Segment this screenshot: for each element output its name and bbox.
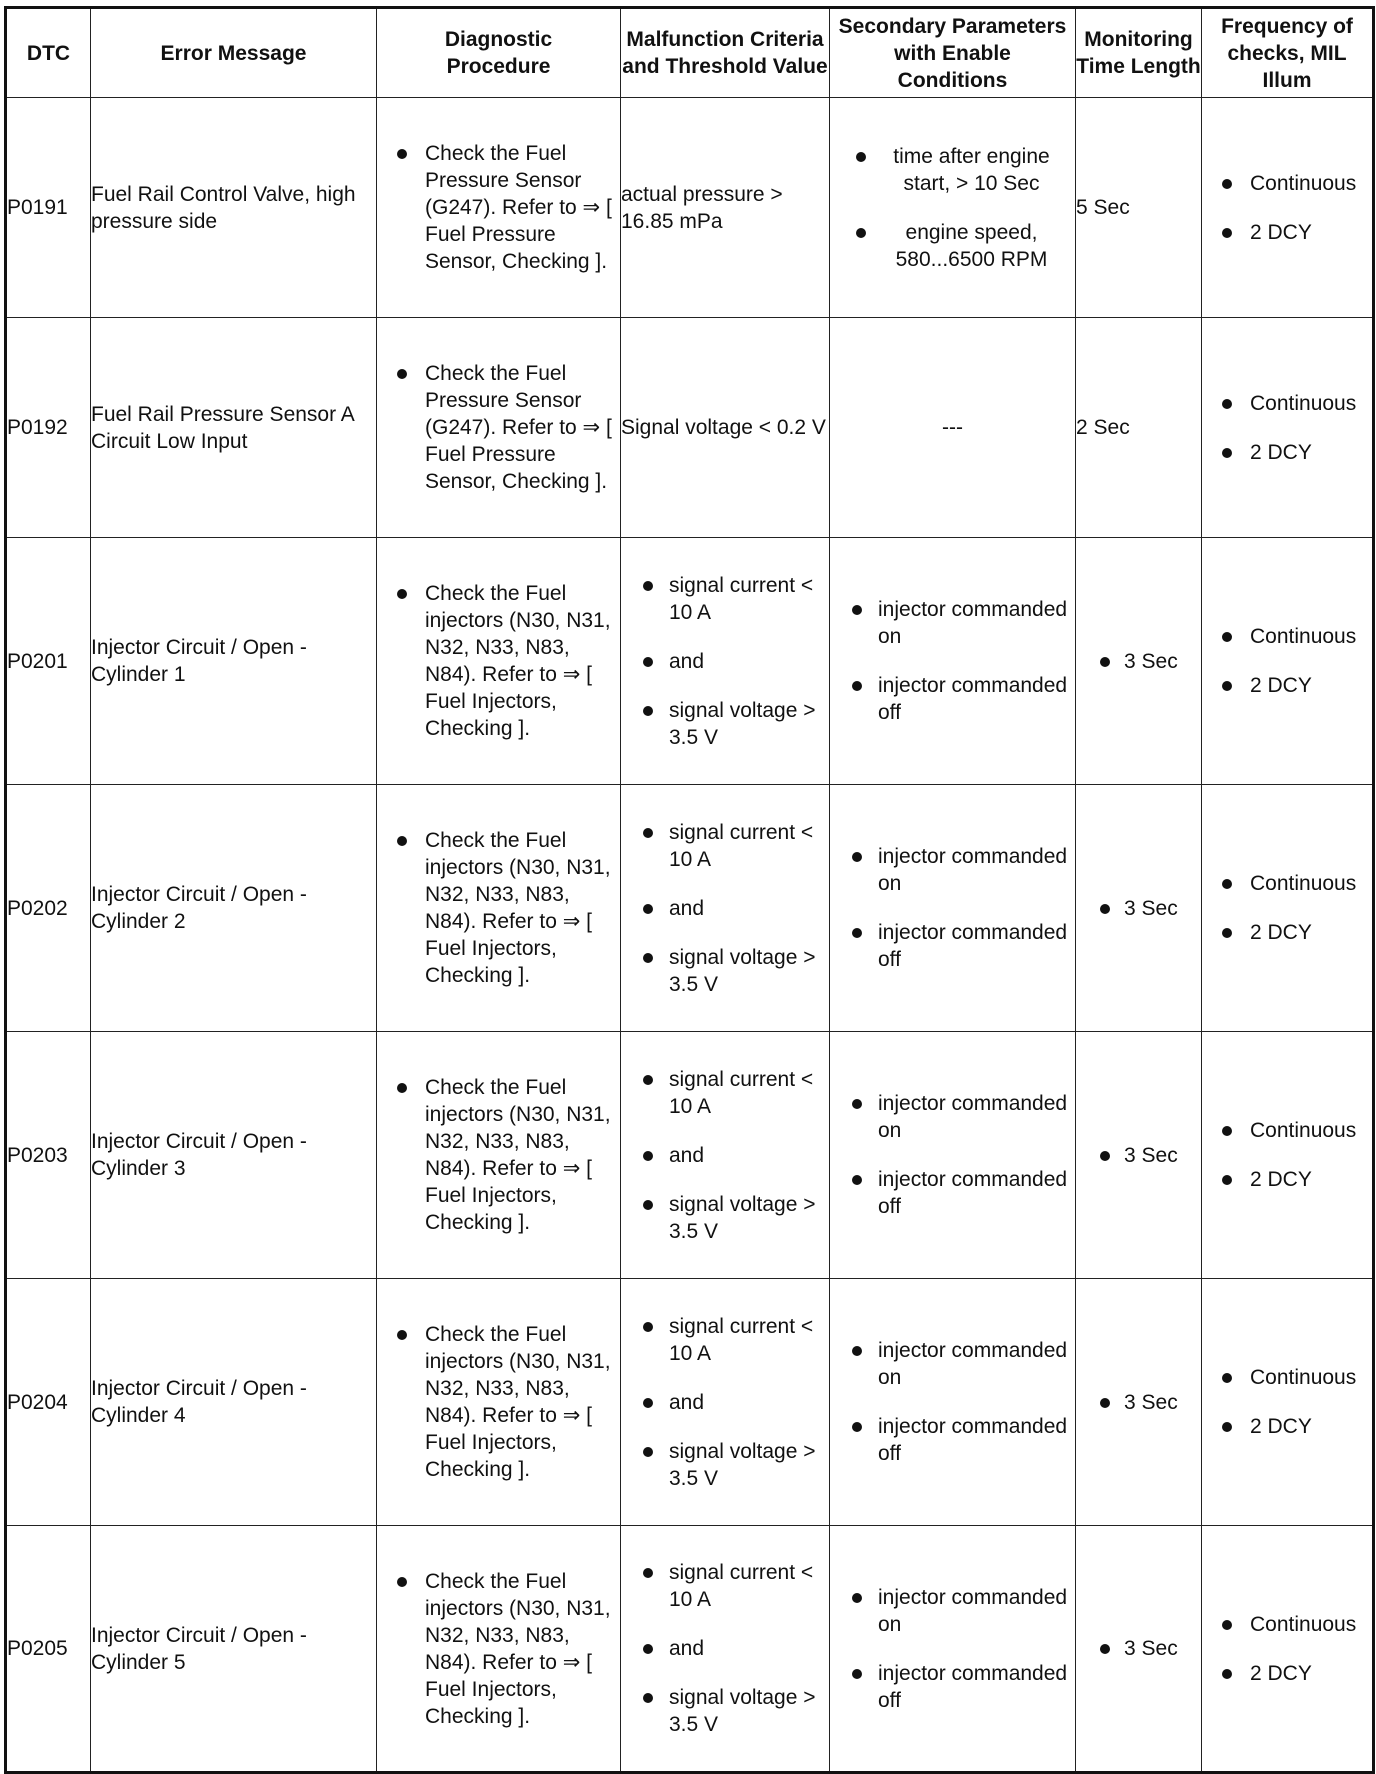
error-message: Injector Circuit / Open - Cylinder 1 (91, 538, 377, 785)
monitoring-item: 3 Sec (1076, 895, 1201, 922)
diagnostic-procedure (377, 1279, 621, 1526)
header-malfunction-criteria: Malfunction Criteria and Threshold Value (621, 8, 830, 98)
secondary-item: injector commanded off (830, 672, 1075, 726)
monitoring-time (1076, 1526, 1202, 1773)
frequency (1202, 538, 1374, 785)
monitoring-time: 5 Sec (1076, 98, 1202, 318)
header-error-message: Error Message (91, 8, 377, 98)
procedure-text: Check the Fuel injectors (N30, N31, N32, N33, N83, N84). Refer to ⇒ [ Fuel Injectors, Checking ]. (377, 827, 620, 989)
secondary-item: injector commanded on (830, 843, 1075, 897)
dtc-code: P0202 (6, 785, 91, 1032)
dtc-code: P0205 (6, 1526, 91, 1773)
diagnostic-procedure (377, 1526, 621, 1773)
secondary-parameters (830, 1279, 1076, 1526)
secondary-parameters: --- (830, 318, 1076, 538)
frequency (1202, 98, 1374, 318)
header-diagnostic-procedure: Diagnostic Procedure (377, 8, 621, 98)
procedure-text: Check the Fuel injectors (N30, N31, N32, N33, N83, N84). Refer to ⇒ [ Fuel Injectors, Checking ]. (377, 1074, 620, 1236)
malfunction-item: signal current < 10 A (621, 1313, 829, 1367)
malfunction-item: signal voltage > 3.5 V (621, 1191, 829, 1245)
frequency-item: Continuous (1202, 1117, 1372, 1144)
frequency-item: Continuous (1202, 1364, 1372, 1391)
monitoring-item: 3 Sec (1076, 648, 1201, 675)
error-message: Fuel Rail Control Valve, high pressure side (91, 98, 377, 318)
dtc-table (4, 6, 1375, 1774)
monitoring-item: 3 Sec (1076, 1389, 1201, 1416)
secondary-parameters (830, 538, 1076, 785)
secondary-parameters (830, 98, 1076, 318)
secondary-item: injector commanded off (830, 1413, 1075, 1467)
monitoring-time (1076, 1032, 1202, 1279)
malfunction-item: and (621, 1635, 829, 1662)
monitoring-time (1076, 538, 1202, 785)
procedure-text: Check the Fuel Pressure Sensor (G247). Refer to ⇒ [ Fuel Pressure Sensor, Checking ]. (377, 360, 620, 495)
table-row (6, 785, 1374, 1032)
diagnostic-procedure (377, 785, 621, 1032)
secondary-item: injector commanded on (830, 1090, 1075, 1144)
malfunction-item: signal current < 10 A (621, 1559, 829, 1613)
dtc-code: P0204 (6, 1279, 91, 1526)
secondary-item: injector commanded off (830, 919, 1075, 973)
frequency-item: 2 DCY (1202, 1660, 1372, 1687)
monitoring-time (1076, 1279, 1202, 1526)
malfunction-criteria (621, 1279, 830, 1526)
malfunction-item: and (621, 648, 829, 675)
frequency-item: 2 DCY (1202, 919, 1372, 946)
header-monitoring-time: Monitoring Time Length (1076, 8, 1202, 98)
malfunction-item: signal current < 10 A (621, 1066, 829, 1120)
monitoring-item: 3 Sec (1076, 1142, 1201, 1169)
frequency-item: Continuous (1202, 623, 1372, 650)
header-row (6, 8, 1374, 98)
malfunction-criteria (621, 1526, 830, 1773)
malfunction-item: signal current < 10 A (621, 572, 829, 626)
malfunction-item: and (621, 1142, 829, 1169)
frequency-item: 2 DCY (1202, 672, 1372, 699)
table-row (6, 98, 1374, 318)
frequency-item: 2 DCY (1202, 219, 1372, 246)
malfunction-item: and (621, 1389, 829, 1416)
header-dtc: DTC (6, 8, 91, 98)
secondary-item: engine speed, 580...6500 RPM (830, 219, 1075, 273)
procedure-text: Check the Fuel injectors (N30, N31, N32, N33, N83, N84). Refer to ⇒ [ Fuel Injectors, Checking ]. (377, 1568, 620, 1730)
procedure-text: Check the Fuel Pressure Sensor (G247). Refer to ⇒ [ Fuel Pressure Sensor, Checking ]. (377, 140, 620, 275)
frequency-item: 2 DCY (1202, 439, 1372, 466)
diagnostic-procedure (377, 98, 621, 318)
malfunction-criteria (621, 538, 830, 785)
error-message: Injector Circuit / Open - Cylinder 4 (91, 1279, 377, 1526)
frequency (1202, 785, 1374, 1032)
frequency-item: Continuous (1202, 390, 1372, 417)
error-message: Fuel Rail Pressure Sensor A Circuit Low Input (91, 318, 377, 538)
monitoring-item: 3 Sec (1076, 1635, 1201, 1662)
malfunction-criteria (621, 1032, 830, 1279)
frequency (1202, 1279, 1374, 1526)
frequency-item: Continuous (1202, 870, 1372, 897)
table-row (6, 538, 1374, 785)
secondary-parameters (830, 1032, 1076, 1279)
diagnostic-procedure (377, 318, 621, 538)
table-row (6, 1526, 1374, 1773)
malfunction-criteria: actual pressure > 16.85 mPa (621, 98, 830, 318)
secondary-item: time after engine start, > 10 Sec (830, 143, 1075, 197)
procedure-text: Check the Fuel injectors (N30, N31, N32, N33, N83, N84). Refer to ⇒ [ Fuel Injectors, Checking ]. (377, 580, 620, 742)
monitoring-time (1076, 785, 1202, 1032)
malfunction-item: signal voltage > 3.5 V (621, 697, 829, 751)
frequency-item: 2 DCY (1202, 1413, 1372, 1440)
error-message: Injector Circuit / Open - Cylinder 5 (91, 1526, 377, 1773)
malfunction-item: signal voltage > 3.5 V (621, 944, 829, 998)
header-frequency: Frequency of checks, MIL Illum (1202, 8, 1374, 98)
secondary-item: injector commanded on (830, 596, 1075, 650)
frequency (1202, 1526, 1374, 1773)
error-message: Injector Circuit / Open - Cylinder 2 (91, 785, 377, 1032)
frequency (1202, 1032, 1374, 1279)
frequency-item: Continuous (1202, 170, 1372, 197)
diagnostic-procedure (377, 538, 621, 785)
malfunction-item: signal current < 10 A (621, 819, 829, 873)
malfunction-item: signal voltage > 3.5 V (621, 1684, 829, 1738)
secondary-parameters (830, 1526, 1076, 1773)
procedure-text: Check the Fuel injectors (N30, N31, N32, N33, N83, N84). Refer to ⇒ [ Fuel Injectors, Checking ]. (377, 1321, 620, 1483)
error-message: Injector Circuit / Open - Cylinder 3 (91, 1032, 377, 1279)
frequency-item: Continuous (1202, 1611, 1372, 1638)
table-row (6, 1032, 1374, 1279)
dtc-code: P0201 (6, 538, 91, 785)
dtc-code: P0192 (6, 318, 91, 538)
malfunction-criteria (621, 785, 830, 1032)
dtc-code: P0191 (6, 98, 91, 318)
header-secondary-parameters: Secondary Parameters with Enable Conditions (830, 8, 1076, 98)
secondary-item: injector commanded off (830, 1166, 1075, 1220)
table-row (6, 318, 1374, 538)
diagnostic-procedure (377, 1032, 621, 1279)
secondary-item: injector commanded off (830, 1660, 1075, 1714)
malfunction-item: signal voltage > 3.5 V (621, 1438, 829, 1492)
table-row (6, 1279, 1374, 1526)
frequency-item: 2 DCY (1202, 1166, 1372, 1193)
malfunction-criteria: Signal voltage < 0.2 V (621, 318, 830, 538)
secondary-item: injector commanded on (830, 1337, 1075, 1391)
monitoring-time: 2 Sec (1076, 318, 1202, 538)
secondary-parameters (830, 785, 1076, 1032)
frequency (1202, 318, 1374, 538)
secondary-item: injector commanded on (830, 1584, 1075, 1638)
malfunction-item: and (621, 895, 829, 922)
dtc-code: P0203 (6, 1032, 91, 1279)
